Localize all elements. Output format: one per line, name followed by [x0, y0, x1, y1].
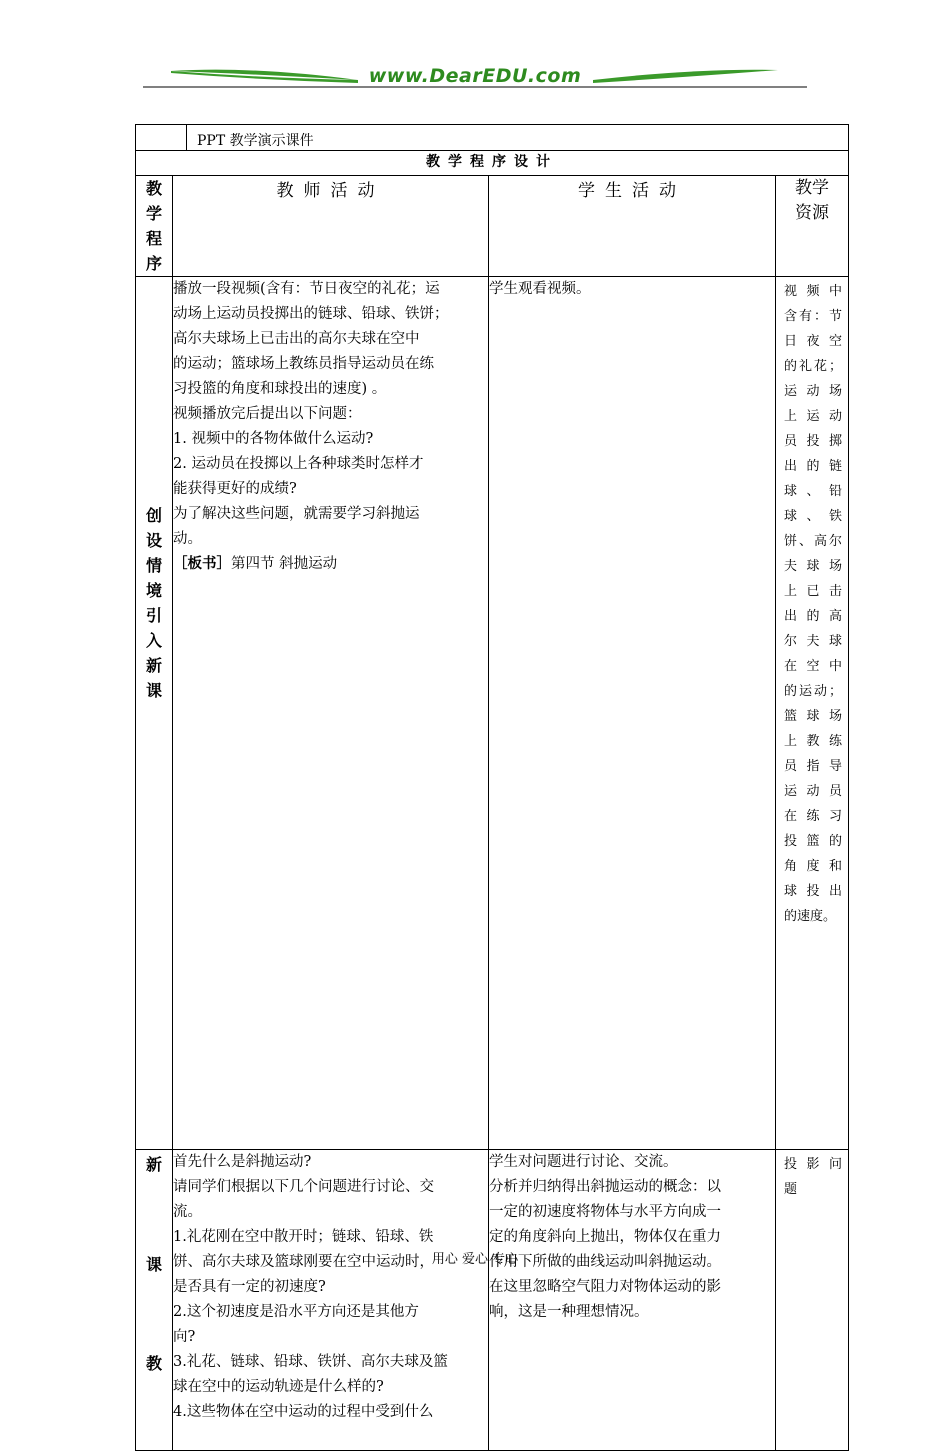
board-label: ［板书］ [173, 556, 231, 572]
teacher-activity-cell: 首先什么是斜抛运动? 请同学们根据以下几个问题进行讨论、交 流。 1.礼花刚在空中散开时；链球、铅球、铁 饼、高尔夫球及篮球刚要在空中运动时， 是否具有一定的初速度? 2.这个初速度是沿水平方向还是其他方 向? 3.礼花、链球、铅球、铁饼、高尔夫球及篮 球在空中的运动轨迹是什么样的? 4.这些物体在空中运动的过程中受到什么 [173, 1150, 489, 1451]
student-activity-cell: 学生观看视频。 [489, 277, 776, 1150]
section-title-row [136, 151, 849, 176]
col-header-resource: 教学 资源 [776, 176, 849, 277]
board-text: 第四节 斜抛运动 [231, 556, 338, 572]
table-row [136, 1150, 849, 1451]
resource-cell: 投影问 题 [776, 1150, 849, 1451]
col-header-teacher: 教师活动 [173, 176, 489, 277]
section-title: 教学程序设计 [136, 151, 849, 176]
student-activity-cell: 学生对问题进行讨论、交流。 分析并归纳得出斜抛运动的概念：以 一定的初速度将物体与水平方向成一 定的角度斜向上抛出，物体仅在重力 作用下所做的曲线运动叫斜抛运动。 在这里忽略空气阻力对物体运动的影 响，这是一种理想情况。 [489, 1150, 776, 1451]
stage-cell: 创 设 情 境 引 入 新 课 [136, 277, 173, 1150]
stage-cell: 新 课 教 [136, 1150, 173, 1451]
resources-text: PPT 教学演示课件 [197, 133, 314, 149]
page-footer: 用心 爱心 专心 [431, 1252, 519, 1267]
resource-cell: 视频中 含有：节 日夜空 的礼花； 运动场 上运动 员投掷 出的链 球、铅 球、铁 饼、高尔 夫球场 上已击 出的高 尔夫球 在空中 的运动； 篮球场 上教练 员指导 运动员 在练习 投篮的 角度和 球投出 的速度。 [776, 277, 849, 1150]
resources-row [136, 125, 849, 151]
table-row [136, 277, 849, 1150]
site-header [143, 62, 807, 92]
col-header-stage: 教 学 程 序 [136, 176, 173, 277]
column-header-row [136, 176, 849, 277]
teacher-activity-cell: 播放一段视频(含有：节日夜空的礼花；运 动场上运动员投掷出的链球、铅球、铁饼； 高尔夫球场上已击出的高尔夫球在空中 的运动；篮球场上教练员指导运动员在练 习投篮的角度和球投出的速度) 。 视频播放完后提出以下问题： 1. 视频中的各物体做什么运动? 2. 运动员在投掷以上各种球类时怎样才 能获得更好的成绩? 为了解决这些问题，就需要学习斜抛运 动。 ［板书］第四节 斜抛运动 [173, 277, 489, 1150]
site-logo[interactable]: www.DearEDU.com [368, 65, 582, 87]
col-header-student: 学生活动 [489, 176, 776, 277]
